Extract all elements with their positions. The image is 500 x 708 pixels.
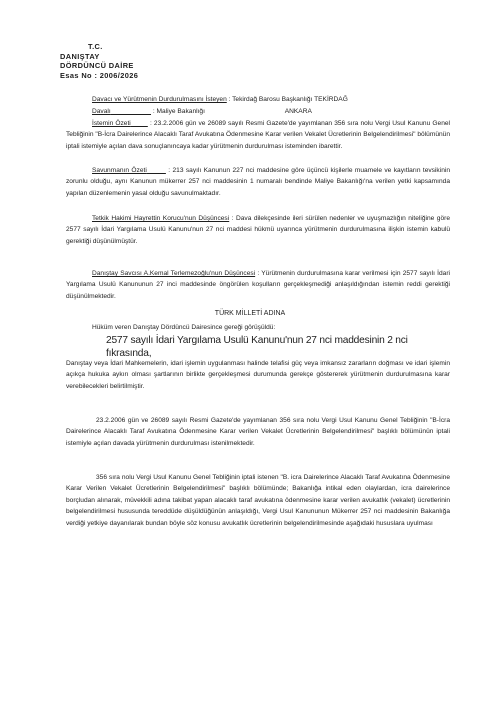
paragraph-2: 23.2.2006 gün ve 26089 sayılı Resmi Gazete'de yayımlanan 356 sıra nolu Vergi Usul Kanunu Genel Tebliğinin "B-İcra Dairelerince Alacaklı Taraf Avukatına Ödenmesine Karar verilen Vekalet Ücretlerinin Belgelendirilmesi" başlıklı bölümünün iptali istemiyle açılan davada yürütmenin durdurulması istenilmektedir.	[66, 417, 450, 447]
summary-text: : 23.2.2006 gün ve 26089 sayılı Resmi Gazete'de yayımlanan 356 sıra nolu Vergi Usul Kanunu Genel Tebliğinin "B-İcra Dairelerince Alacaklı Taraf Avukatına Ödenmesine Karar verilen Vekalet Ücretlerinin Belgelendirilmesi" bölümünün iptali istemiyle açılan dava sonuçlanıncaya kadar yürütmenin durdurulması isteminden ibarettir.	[66, 120, 450, 150]
document-header	[60, 42, 138, 80]
plaintiff-value: : Tekirdağ Barosu Başkanlığı TEKİRDAĞ	[228, 96, 348, 103]
esas-value: : 2006/2026	[94, 70, 139, 80]
plaintiff-line	[66, 94, 450, 105]
paragraph-1: Danıştay veya İdari Mahkemelerin, idari işlemin uygulanması halinde telafisi güç veya imkansız zararların doğması ve idari işlemin açıkça hukuka aykırı olması şartlarının birlikte gerçekleşmesi durumunda gerekçe göstererek yürütmenin durdurulmasına karar verebilecekleri belirtilmiştir.	[66, 360, 450, 390]
decision-heading: 2577 sayılı İdari Yargılama Usulü Kanunu'nun 27 nci maddesinin 2 nci fıkrasında,	[106, 335, 408, 359]
header-tc: T.C.	[88, 42, 103, 51]
defense-block	[66, 165, 450, 199]
document-title: TÜRK MİLLETİ ADINA	[214, 310, 286, 317]
esas-label: Esas No	[60, 70, 92, 80]
defense-label: Savunmanın Özeti	[92, 167, 147, 174]
plaintiff-label: Davacı ve Yürütmenin Durdurulmasını İsteyen	[92, 96, 227, 103]
intro-text: Hüküm veren Danıştay Dördüncü Dairesince gereği görüşüldü:	[92, 324, 276, 331]
judge-label: Tetkik Hakimi Hayrettin Korucu'nun Düşüncesi	[92, 215, 230, 222]
paragraph-3: 356 sıra nolu Vergi Usul Kanunu Genel Tebliğinin iptali istenen "B. icra Dairelerince Alacaklı Taraf Avukatına Ödenmesine Karar Verilen Vekalet Ücretlerinin Belgelendirilmesi" başlıklı bölümünde; Bakanlığa intikal eden olaylardan, icra dairelerince borçludan alınarak, müvekkili adına takibat yapan alacaklı taraf avukatına ödenmesine karar verilen avukatlık (vekalet) ücretlerinin belgelendirilmesi hususunda tereddüde düşüldüğünün anlaşıldığı, Vergi Usul Kanununun Mükerrer 257 nci maddesinin Bakanlığa verdiği yetkiye dayanılarak bundan böyle söz konusu avukatlık ücretlerinin belgelendirilmesinde aşağıdaki hususlara uyulması	[66, 474, 450, 527]
defendant-label-fill	[111, 108, 151, 115]
defendant-value: : Maliye Bakanlığı	[152, 108, 205, 115]
intro-line	[66, 322, 450, 333]
header-chamber: DÖRDÜNCÜ DAİRE	[60, 61, 134, 71]
defendant-label: Davalı	[92, 108, 111, 115]
summary-label: İstemin Özeti	[92, 120, 131, 127]
judge-opinion-block	[66, 213, 450, 247]
defendant-line	[66, 106, 450, 117]
header-esas	[60, 71, 138, 81]
judge-text: : Dava dilekçesinde ileri sürülen nedenler ve uyuşmazlığın niteliğine göre 2577 sayılı İdari Yargılama Usulü Kanunu'nun 27 nci maddesi hükmü uyarınca yürütmenin durdurulmasına ilişkin istemin kabulü gerektiği düşünülmüştür.	[66, 215, 450, 245]
prosecutor-opinion-block	[66, 268, 450, 302]
summary-label-fill	[131, 120, 148, 127]
defense-text: : 213 sayılı Kanunun 227 nci maddesine göre üçüncü kişilerle muamele ve kayıtların tevsikinin zorunlu olduğu, aynı Kanunun mükerrer 257 nci maddesinin 1 numaralı bendinde Maliye Bakanlığı'na verilen yetki kapsamında yapılan düzenlemenin yasal olduğu savunulmaktadır.	[66, 167, 450, 197]
prosecutor-label: Danıştay Savcısı A.Kemal Terlemezoğlu'nun Düşüncesi	[92, 270, 256, 277]
summary-block	[66, 118, 450, 152]
header-court: DANIŞTAY	[60, 51, 100, 61]
defense-label-fill	[147, 167, 166, 174]
prosecutor-text: : Yürütmenin durdurulmasına karar verilmesi için 2577 sayılı İdari Yargılama Usulü Kanununun 27 inci maddesinde öngörülen koşulların gerçekleşmediği anlaşıldığından istemin reddi gerektiği düşünülmektedir.	[66, 270, 450, 300]
defendant-city: ANKARA	[284, 108, 312, 115]
